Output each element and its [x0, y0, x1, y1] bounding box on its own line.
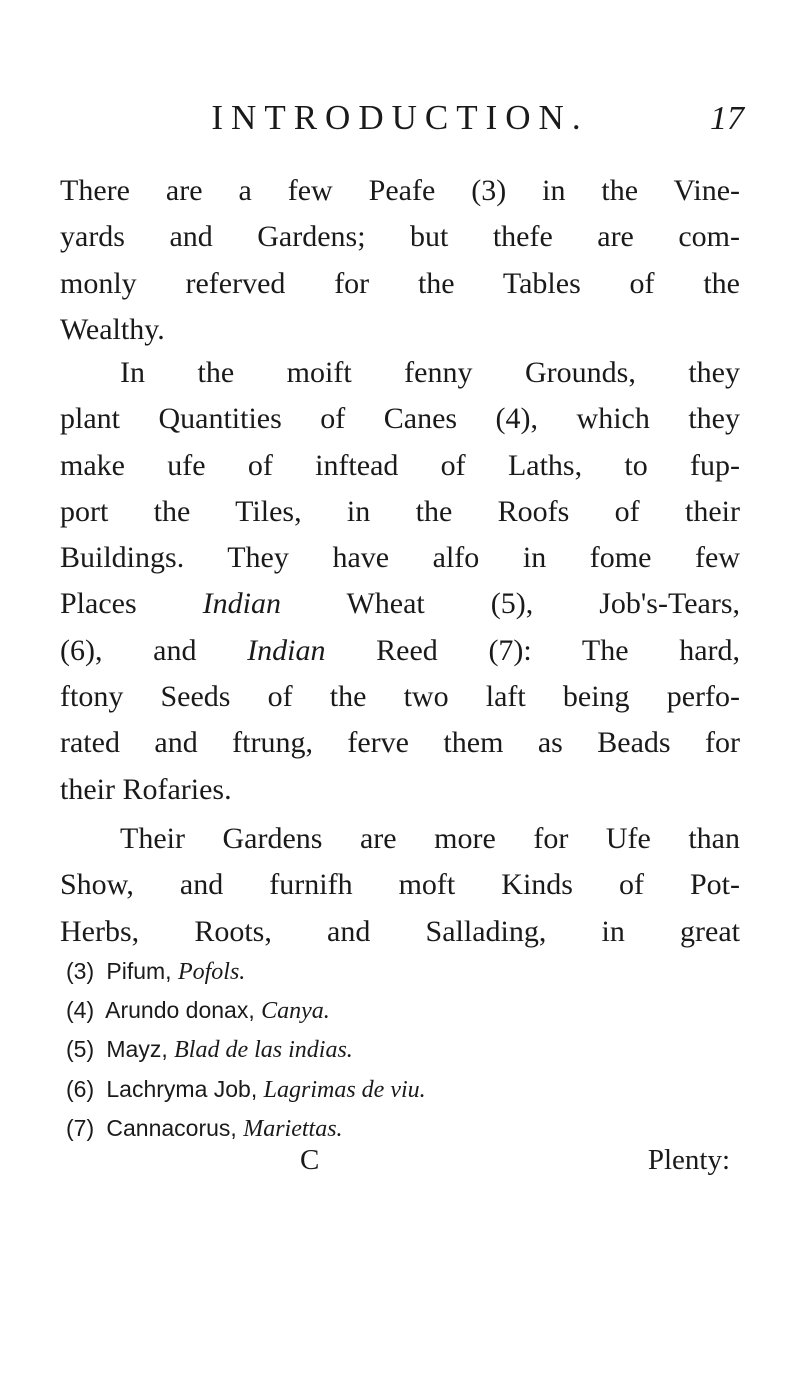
- page-footer: [60, 1144, 740, 1184]
- footnote: [60, 1030, 740, 1069]
- italic-word: Indian: [202, 587, 281, 621]
- text-line: make ufe of inftead of Laths, to fup-: [60, 448, 740, 482]
- footnote-vernacular: Blad de las indias.: [174, 1037, 353, 1064]
- footnote: [60, 952, 740, 991]
- text-line: Their Gardens are more for Ufe than: [120, 822, 740, 855]
- text-line: Places Indian Wheat (5), Job's-Tears,: [60, 587, 740, 621]
- footnote-number: (4): [66, 997, 95, 1024]
- footnote-vernacular: Lagrimas de viu.: [263, 1076, 426, 1103]
- footnote-latin: Pifum,: [106, 958, 172, 984]
- catchword: Plenty:: [647, 1144, 730, 1176]
- text-line: Wealthy.: [60, 312, 165, 346]
- footnote-vernacular: Pofols.: [177, 959, 246, 985]
- running-head: INTRODUCTION.: [211, 98, 589, 137]
- signature-mark: C: [300, 1144, 320, 1176]
- page-header: [60, 98, 744, 142]
- footnote-vernacular: Mariettas.: [243, 1115, 343, 1142]
- paragraph-3: [60, 816, 740, 955]
- footnote: [60, 991, 740, 1030]
- footnote: [60, 1109, 740, 1148]
- footnote-latin: Arundo donax,: [105, 997, 255, 1024]
- text-line: There are a few Peafe (3) in the Vine-: [60, 174, 740, 207]
- text-line: yards and Gardens; but thefe are com-: [60, 220, 740, 254]
- footnotes: [60, 952, 740, 1148]
- paragraph-2: [60, 350, 740, 813]
- footnote-vernacular: Canya.: [261, 998, 330, 1025]
- text-line: their Rofaries.: [60, 772, 232, 806]
- text-line: (6), and Indian Reed (7): The hard,: [60, 633, 740, 667]
- footnote-number: (3): [66, 958, 95, 984]
- text-line: In the moift fenny Grounds, they: [120, 356, 740, 389]
- text-line: Herbs, Roots, and Sallading, in great: [60, 914, 740, 948]
- text-line: monly referved for the Tables of the: [60, 266, 740, 300]
- footnote-number: (5): [66, 1036, 95, 1063]
- text-line: rated and ftrung, ferve them as Beads for: [60, 726, 740, 760]
- footnote-number: (6): [66, 1075, 95, 1102]
- text-line: plant Quantities of Canes (4), which they: [60, 402, 740, 436]
- footnote: [60, 1070, 740, 1109]
- text-line: ftony Seeds of the two laft being perfo-: [60, 680, 740, 714]
- page-number: 17: [710, 100, 744, 137]
- text-line: Buildings. They have alfo in fome few: [60, 541, 740, 575]
- text-line: port the Tiles, in the Roofs of their: [60, 494, 740, 528]
- footnote-latin: Mayz,: [106, 1036, 168, 1063]
- text-line: Show, and furnifh moft Kinds of Pot-: [60, 868, 740, 902]
- footnote-number: (7): [66, 1114, 95, 1141]
- footnote-latin: Lachryma Job,: [106, 1075, 258, 1102]
- italic-word: Indian: [247, 633, 326, 667]
- paragraph-1: [60, 168, 740, 353]
- footnote-latin: Cannacorus,: [106, 1114, 237, 1141]
